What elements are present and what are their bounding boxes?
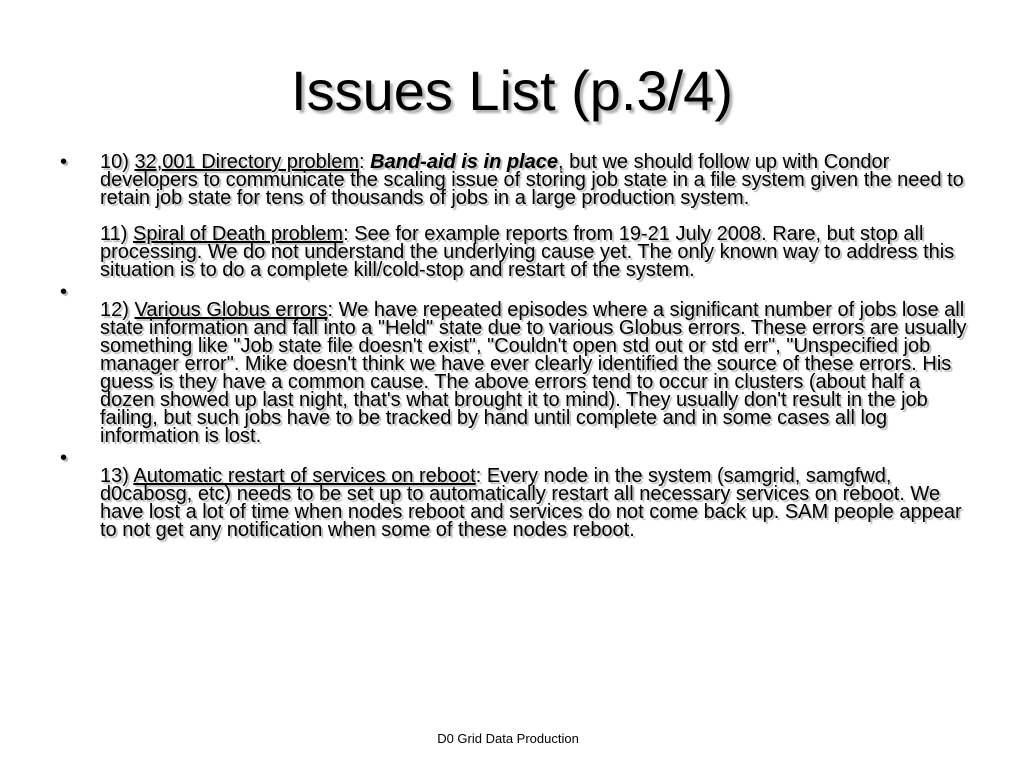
issue-11-title: Spiral of Death problem: [132, 223, 344, 245]
issue-11-number: 11): [100, 223, 133, 245]
issue-12-text: : We have repeated episodes where a significant number of jobs lose all state information and fall into a "Held" state due to various Globus errors. These errors are usually something like "Job state file doesn't exist", "Couldn't open std out or std err", "Unspecified job manager error". Mike doesn't think we have ever clearly identified the source of these errors. His guess is they have a common cause. The above errors tend to occur in clusters (about half a dozen showed up last night, that's what brought it to mind). They usually don't result in the job failing, but such jobs have to be tracked by hand until complete and in some cases all log information is lost.: [100, 299, 967, 447]
issue-10-separator: :: [359, 151, 371, 173]
bullet-item-1: [60, 153, 970, 279]
issue-10-title: 32,001 Directory problem: [134, 151, 360, 173]
bullet-icon: •: [60, 151, 68, 173]
issue-12-number: 12): [100, 299, 135, 321]
bullet-item-2: [60, 283, 970, 445]
issue-13: [100, 467, 970, 539]
issue-13-text: : Every node in the system (samgrid, samgfwd, d0cabosg, etc) needs to be set up to automatically restart all necessary services on reboot. We have lost a lot of time when nodes reboot and services do not come back up. SAM people appear to not get any notification when some of these nodes reboot.: [100, 465, 962, 541]
bullet-item-3: [60, 449, 970, 539]
slide-footer: D0 Grid Data Production: [437, 731, 579, 746]
issue-10-text: , but we should follow up with Condor developers to communicate the scaling issue of storing job state in a file system given the need to retain job state for tens of thousands of jobs in a large production system.: [100, 151, 964, 209]
issue-13-number: 13): [100, 465, 134, 487]
issue-12-title: Various Globus errors: [134, 299, 328, 321]
issues-list: [60, 153, 970, 539]
issue-11: [100, 225, 970, 279]
issue-10-number: 10): [100, 151, 135, 173]
issue-10-status: Band-aid is in place: [370, 151, 558, 173]
bullet-icon: •: [60, 281, 68, 303]
issue-12: [100, 301, 970, 445]
issue-11-text: : See for example reports from 19-21 July 2008. Rare, but stop all processing. We do not understand the underlying cause yet. The only known way to address this situation is to do a complete kill/cold-stop and restart of the system.: [100, 223, 955, 281]
issue-10: [100, 153, 970, 207]
issue-13-title: Automatic restart of services on reboot: [133, 465, 476, 487]
slide-title: Issues List (p.3/4): [291, 59, 733, 122]
bullet-icon: •: [60, 447, 68, 469]
